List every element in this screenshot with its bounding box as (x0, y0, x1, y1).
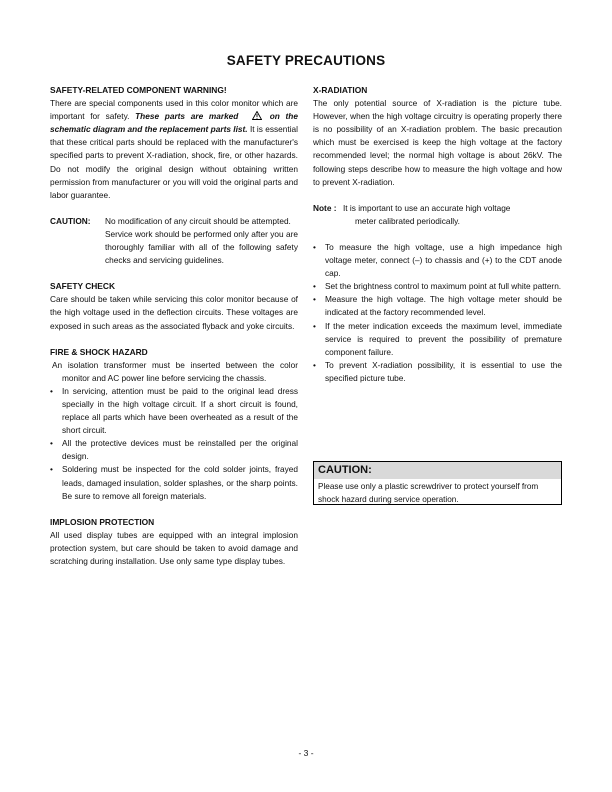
caution-line-2: Service work should be performed only after you are thoroughly familiar with all of the following safety checks and servicing guidelines. (105, 228, 298, 266)
list-item: • Soldering must be inspected for the cold solder joints, frayed leads, damaged insulation, solder splashes, or the sharp points. Be sure to remove all foreign materials. (50, 463, 298, 502)
caution-box-text: Please use only a plastic screwdriver to protect yourself from shock hazard during service operation. (318, 482, 539, 504)
note-label: Note : (313, 202, 337, 213)
x-radiation-section (313, 84, 562, 189)
component-warning-emphasis-a: These parts are marked (135, 111, 239, 122)
list-item: • If the meter indication exceeds the maximum level, immediate service is required to prevent the possibility of premature component failure. (313, 320, 562, 359)
caution-label: CAUTION: (50, 215, 91, 226)
note-line-2: meter calibrated periodically. (355, 215, 460, 226)
component-warning-text-b: It is essential that these critical parts should be replaced with the manufacturer's specified parts to prevent X-radiation, shock, fire, or other hazards. Do not modify the original design without obtaining written permission from manufacturer or you will void the original parts and labor guarantee. (50, 124, 298, 200)
caution-body (105, 215, 298, 267)
list-item: • To prevent X-radiation possibility, it is essential to use the specified picture tube. (313, 359, 562, 385)
caution-box-heading: CAUTION: (314, 462, 561, 479)
note-section (313, 202, 562, 228)
implosion-section (50, 516, 298, 568)
component-warning-text (50, 97, 298, 202)
left-column (50, 84, 298, 568)
fire-shock-list (50, 385, 298, 503)
safety-check-heading: SAFETY CHECK (50, 281, 115, 292)
fire-shock-intro: An isolation transformer must be inserted between the color monitor and AC power line before servicing the chassis. (52, 359, 298, 383)
caution-section (50, 215, 298, 267)
implosion-text: All used display tubes are equipped with an integral implosion protection system, but care should be taken to avoid damage and scratching during installation. Use only same type display tubes. (50, 529, 298, 566)
warning-triangle-icon (252, 111, 262, 120)
list-item: • Set the brightness control to maximum point at full white pattern. (313, 280, 562, 293)
implosion-heading: IMPLOSION PROTECTION (50, 516, 155, 527)
x-radiation-text: The only potential source of X-radiation is the picture tube. However, when the high voltage circuitry is operating properly there is no possibility of an X-radiation problem. The basic precaution which must be exercised is keep the high voltage at the factory recommended level; the normal high voltage is about 26kV. The following steps describe how to measure the high voltage and how to prevent X-radiation. (313, 98, 562, 187)
component-warning-emphasis-b: on the schematic diagram and the replacement parts list. (50, 111, 298, 135)
fire-shock-section (50, 346, 298, 503)
page-title: SAFETY PRECAUTIONS (226, 53, 386, 68)
page-number: - 3 - (298, 748, 314, 758)
safety-check-section (50, 280, 298, 332)
x-radiation-heading: X-RADIATION (313, 85, 368, 95)
list-item: • All the protective devices must be reinstalled per the original design. (50, 437, 298, 463)
right-column (313, 84, 562, 385)
safety-check-text: Care should be taken while servicing this color monitor because of the high voltage used in the deflection circuits. These voltages are exposed in such areas as the associated flyback and yoke circuits. (50, 294, 298, 331)
x-radiation-steps (313, 241, 562, 385)
component-warning-text-a: There are special components used in this color monitor which are important for safety. (50, 98, 298, 122)
caution-line-1: No modification of any circuit should be attempted. (105, 215, 291, 226)
list-item: • Measure the high voltage. The high voltage meter should be indicated at the factory recommended level. (313, 293, 562, 319)
component-warning-section (50, 84, 298, 202)
component-warning-heading: SAFETY-RELATED COMPONENT WARNING! (50, 85, 227, 95)
fire-shock-heading: FIRE & SHOCK HAZARD (50, 346, 148, 357)
note-line-1: It is important to use an accurate high voltage (343, 202, 511, 213)
caution-box (313, 461, 562, 505)
note-body (343, 202, 562, 228)
list-item: • To measure the high voltage, use a high impedance high voltage meter, connect (–) to chassis and (+) to the CDT anode cap. (313, 241, 562, 280)
list-item: • In servicing, attention must be paid to the original lead dress specially in the high voltage circuit. If a short circuit is found, replace all parts which have been overheated as a result of the short circuit. (50, 385, 298, 437)
